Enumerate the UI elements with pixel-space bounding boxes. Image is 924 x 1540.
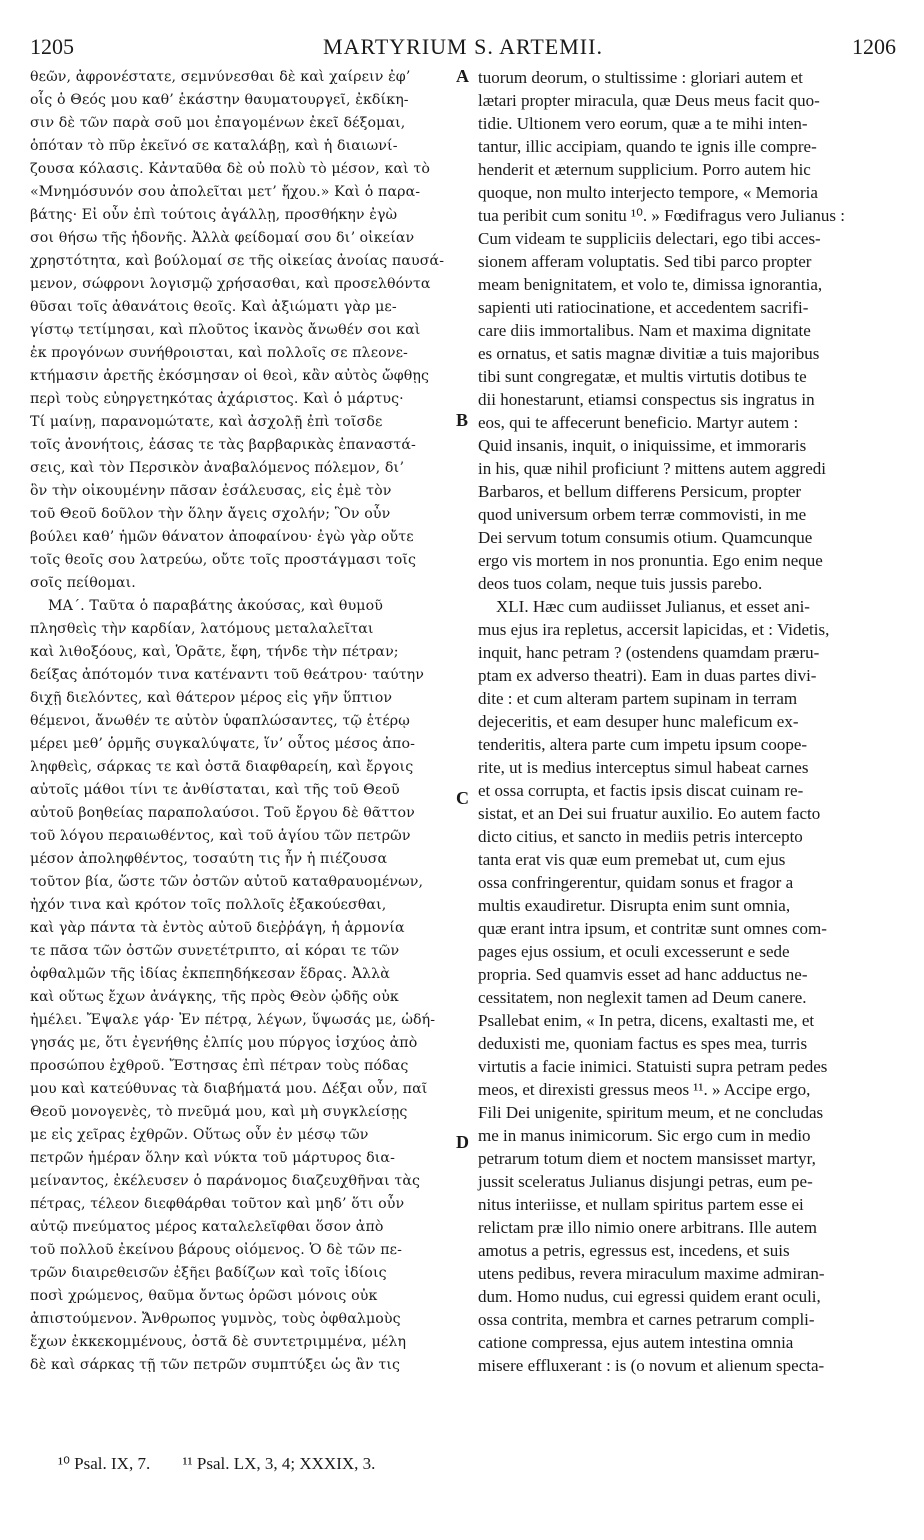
latin-text-line: Fili Dei unigenite, spiritum meum, et ne concludas — [478, 1103, 824, 1122]
latin-text-line: henderit et æternum supplicium. Porro autem hic — [478, 160, 811, 179]
greek-text-line: ἀπιστούμενον. Ἄνθρωπος γυμνὸς, τοὺς ὀφθαλμοὺς — [30, 1311, 401, 1327]
greek-text-line: τοῦ Θεοῦ δοῦλον τὴν ὅλην ἄγεις σχολήν; Ὃν οὖν — [30, 506, 391, 522]
greek-text-line: καὶ λιθοξόους, καὶ, Ὁρᾶτε, ἔφη, τήνδε τὴν πέτραν; — [30, 644, 399, 660]
greek-text-line: Τί μαίνῃ, παρανομώτατε, καὶ ἀσχολῇ ἐπὶ τοῖσδε — [30, 414, 383, 430]
latin-text-line: sapienti uti ratiocinatione, et accedentem sacrifi- — [478, 298, 809, 317]
latin-text-line: Quid insanis, inquit, o iniquissime, et immoraris — [478, 436, 807, 455]
greek-text-line: περὶ τοὺς εὐηργετηκότας ἀχάριστος. Καὶ ὁ μάρτυς· — [30, 391, 404, 407]
latin-text-line: jussit sceleratus Julianus disjungi petras, eum pe- — [478, 1172, 813, 1191]
page-number-left: 1205 — [30, 34, 74, 59]
latin-text-line: meam benignitatem, et volo te, dimissa ignorantia, — [478, 275, 823, 294]
latin-text-line: catione compressa, ejus autem intestina omnia — [478, 1333, 794, 1352]
latin-text-line: rite, ut is medius interceptus simul habeat carnes — [478, 758, 809, 777]
greek-text-line: πέτρας, τέλεον διεφθάρθαι τοῦτον καὶ μηδ’ ὅτι οὖν — [30, 1196, 405, 1212]
greek-text-line: σιν δὲ τῶν παρὰ σοῦ μοι ἐπαγομένων ἐκεῖ δέξομαι, — [30, 115, 406, 131]
latin-text-line: tua peribit cum sonitu ¹⁰. » Fœdifragus vero Julianus : — [478, 206, 845, 225]
greek-text-line: με εἰς χεῖρας ἐχθρῶν. Οὕτως οὖν ἐν μέσῳ τῶν — [30, 1127, 369, 1143]
latin-text-line: tibi sunt congregatæ, et multis virtutis dotibus te — [478, 367, 807, 386]
greek-text-line: μου καὶ κατεύθυνας τὰ διαβήματά μου. Δέξαι οὖν, παῖ — [30, 1081, 428, 1097]
footnotes — [58, 1454, 403, 1474]
greek-column — [30, 66, 452, 1377]
latin-text-line: tidie. Ultionem vero eorum, quæ a te mihi inten- — [478, 114, 808, 133]
greek-text-line: οἷς ὁ Θεός μου καθ’ ἑκάστην θαυματουργεῖ, ἐκδίκη- — [30, 92, 409, 108]
greek-text-line: πετρῶν ἡμέραν ὅλην καὶ νύκτα τοῦ μάρτυρος δια- — [30, 1150, 395, 1166]
latin-text-line: meos, et direxisti gressus meos ¹¹. » Accipe ergo, — [478, 1080, 811, 1099]
greek-text-line: θῦσαι τοῖς ἀθανάτοις θεοῖς. Καὶ ἀξιώματι γὰρ με- — [30, 299, 397, 315]
greek-text-line: βούλει καθ’ ἡμῶν θάνατον ἀποφαίνου· ἐγὼ γὰρ οὔτε — [30, 529, 414, 545]
latin-text-line: eos, qui te affecerunt beneficio. Martyr autem : — [478, 413, 799, 432]
latin-text-line: nitus interiisse, et nullam spiritus partem esse ei — [478, 1195, 804, 1214]
greek-text-line: πλησθεὶς τὴν καρδίαν, λατόμους μεταλαλεῖται — [30, 621, 374, 637]
greek-text-line: ἔχων ἐκκεκομμένους, ὀστᾶ δὲ συντετριμμένα, μέλη — [30, 1334, 407, 1350]
latin-text-line: et ossa corrupta, et factis ipsis discat cuinam re- — [478, 781, 804, 800]
latin-text-line: ossa confringerentur, quidam sonus et fragor a — [478, 873, 794, 892]
latin-text-line: inquit, hanc petram ? (ostendens quamdam præru- — [478, 643, 820, 662]
margin-marker-d: D — [456, 1132, 469, 1152]
greek-text-line: γίστῳ τετίμησαι, καὶ πλοῦτος ἱκανὸς ἄνωθέν σοι καὶ — [30, 322, 421, 338]
greek-text-line: ὁπόταν τὸ πῦρ ἐκεῖνό σε καταλάβῃ, καὶ ἡ διαιωνί- — [30, 138, 398, 154]
margin-marker-c: C — [456, 788, 469, 808]
greek-text-line: ΜΑ΄. Ταῦτα ὁ παραβάτης ἀκούσας, καὶ θυμοῦ — [48, 598, 383, 614]
greek-text-line: ὀφθαλμῶν τῆς ἰδίας ἐκπεπηδήκεσαν ἕδρας. Ἀλλὰ — [30, 966, 390, 982]
greek-text-line: θεῶν, ἀφρονέστατε, σεμνύνεσθαι δὲ καὶ χαίρειν ἐφ’ — [30, 69, 411, 85]
greek-text-line: προσώπου ἐχθροῦ. Ἔστησας ἐπὶ πέτραν τοὺς πόδας — [30, 1058, 409, 1074]
latin-text-line: lætari propter miracula, quæ Deus meus facit quo- — [478, 91, 820, 110]
latin-text-line: tuorum deorum, o stultissime : gloriari autem et — [478, 68, 803, 87]
greek-text-line: βάτης· Εἰ οὖν ἐπὶ τούτοις ἀγάλλῃ, προσθήκην ἐγὼ — [30, 207, 398, 223]
latin-text-line: dite : et cum alteram partem supinam in terram — [478, 689, 798, 708]
latin-text-line: care diis immortalibus. Nam et maxima dignitate — [478, 321, 811, 340]
greek-text-line: γησάς με, ὅτι ἐγενήθης ἐλπίς μου πύργος ἰσχύος ἀπὸ — [30, 1035, 418, 1051]
greek-text-line: δείξας ἀπότομόν τινα κατέναντι τοῦ θεάτρου· ταύτην — [30, 667, 424, 683]
latin-text-line: propria. Sed quamvis esset ad hanc adductus ne- — [478, 965, 808, 984]
margin-marker-b: B — [456, 410, 469, 430]
greek-text-line: μέρει μεθ’ ὁρμῆς συγκαλύψατε, ἵν’ οὗτος μέσος ἀπο- — [30, 736, 416, 752]
latin-text-line: Cum videam te suppliciis delectari, ego tibi acces- — [478, 229, 821, 248]
running-title: MARTYRIUM S. ARTEMII. — [323, 34, 603, 59]
greek-text-line: τοῦτον βία, ὥστε τῶν ὀστῶν αὐτοῦ καταθραυομένων, — [30, 874, 424, 890]
greek-text-line: ἐκ προγόνων συνήθροισται, καὶ πολλοῖς σε πλεονε- — [30, 345, 408, 361]
greek-text-line: ληφθεὶς, σάρκας τε καὶ ὀστᾶ διαφθαρείη, καὶ ἔργοις — [30, 759, 414, 775]
latin-text-line: XLI. Hæc cum audiisset Julianus, et esset ani- — [496, 597, 810, 616]
latin-column — [478, 66, 896, 1377]
latin-text-line: quod universum orbem terræ commovisti, in me — [478, 505, 807, 524]
greek-text-line: «Μνημόσυνόν σου ἀπολεῖται μετ’ ἤχου.» Καὶ ὁ παρα- — [30, 184, 421, 200]
latin-text-line: Barbaros, et bellum differens Persicum, propter — [478, 482, 802, 501]
latin-text-line: ergo vis mortem in nos pronuntia. Ego enim neque — [478, 551, 823, 570]
footnote-10: ¹⁰ Psal. IX, 7. — [58, 1454, 151, 1473]
latin-text-line: ossa contrita, membra et carnes petrarum compli- — [478, 1310, 815, 1329]
latin-text-line: dum. Homo nudus, cui egressi quidem erant oculi, — [478, 1287, 821, 1306]
latin-text-line: sistat, et an Dei sui fruatur auxilio. Eo autem facto — [478, 804, 821, 823]
latin-text-line: quoque, non multo interjecto tempore, « Memoria — [478, 183, 818, 202]
latin-text-line: dejeceritis, et eam desuper hunc maleficum ex- — [478, 712, 799, 731]
latin-text-line: multis exaudiretur. Disrupta enim sunt omnia, — [478, 896, 791, 915]
greek-text-line: χρηστότητα, καὶ βούλομαί σε τῆς οἰκείας ἀνοίας παυσά- — [30, 253, 445, 269]
latin-text-line: virtutis a facie inimici. Statuisti supra petram pedes — [478, 1057, 828, 1076]
latin-text-line: pages ejus ossium, et oculi excesserunt e sede — [478, 942, 790, 961]
greek-text-line: αὐτοῦ βοηθείας παραπολαύσοι. Τοῦ ἔργου δὲ θᾶττον — [30, 805, 415, 821]
greek-text-line: μενον, σώφρονι λογισμῷ χρήσασθαι, καὶ προσελθόντα — [30, 276, 431, 292]
footnote-11: ¹¹ Psal. LX, 3, 4; XXXIX, 3. — [182, 1454, 376, 1473]
latin-text-line: misere effluxerant : is (o novum et alienum specta- — [478, 1356, 825, 1375]
page-header — [30, 34, 896, 64]
latin-text-line: petrarum totum diem et noctem mansisset martyr, — [478, 1149, 816, 1168]
greek-text-line: ζουσα κόλασις. Κἀνταῦθα δὲ οὐ πολὺ τὸ μέσον, καὶ τὸ — [30, 161, 431, 177]
latin-text-line: tanta erat vis quæ eum premebat ut, cum ejus — [478, 850, 786, 869]
latin-text-line: in his, quæ nihil proficiunt ? mittens autem aggredi — [478, 459, 826, 478]
greek-text-line: δὲ καὶ σάρκας τῇ τῶν πετρῶν συμπτύξει ὡς ἂν τις — [30, 1357, 401, 1373]
latin-text-line: Psallebat enim, « In petra, dicens, exaltasti me, et — [478, 1011, 815, 1030]
greek-text-line: μέσον ἀποληφθέντος, τοσαύτη τις ἦν ἡ πιέζουσα — [30, 851, 388, 867]
greek-text-line: αὐτῷ πνεύματος μέρος καταλελεῖφθαι ὅσον ἀπὸ — [30, 1219, 384, 1235]
greek-text-line: τοῖς θεοῖς σου λατρεύω, οὔτε τοῖς προστάγμασι τοῖς — [30, 552, 417, 568]
latin-text-line: cessitatem, non neglexit tamen ad Deum canere. — [478, 988, 807, 1007]
greek-text-line: ἠχόν τινα καὶ κρότον τοῖς πολλοῖς ἐξακούεσθαι, — [30, 897, 387, 913]
latin-text-line: relictam præ illo nimio onere arbitrans. Ille autem — [478, 1218, 817, 1237]
greek-text-line: μείναντος, ἐκέλευσεν ὁ παράνομος διαζευχθῆναι τὰς — [30, 1173, 421, 1189]
greek-text-line: ἠμέλει. Ἔψαλε γάρ· Ἐν πέτρᾳ, λέγων, ὕψωσάς με, ὡδή- — [30, 1012, 436, 1028]
greek-text-line: ποσὶ χρώμενος, θαῦμα ὄντως ὁρῶσι μόνοις οὐκ — [30, 1288, 378, 1304]
greek-text-line: σοι θήσω τῆς ἡδονῆς. Ἀλλὰ φείδομαί σου διʼ οἰκείαν — [30, 230, 415, 246]
latin-text-line: tantur, illic accipiam, quando te ignis ille compre- — [478, 137, 817, 156]
latin-text-line: deos tuos colam, neque tuis jussis parebo. — [478, 574, 763, 593]
latin-text-line: dicto citius, et sancto in mediis petris intercepto — [478, 827, 803, 846]
greek-text-line: τοῖς ἀνονήτοις, ἐάσας τε τὰς βαρβαρικὰς ἐπαναστά- — [30, 437, 416, 453]
latin-text-line: utens pedibus, revera miraculum maxime admiran- — [478, 1264, 825, 1283]
latin-text-line: me in manus inimicorum. Sic ergo cum in medio — [478, 1126, 811, 1145]
greek-text-line: Θεοῦ μονογενὲς, τὸ πνεῦμά μου, καὶ μὴ συγκλείσῃς — [30, 1104, 408, 1120]
greek-text-line: σεις, καὶ τὸν Περσικὸν ἀναβαλόμενος πόλεμον, διʼ — [30, 460, 404, 476]
greek-text-line: καὶ γὰρ πάντα τὰ ἐντὸς αὐτοῦ διεῤῥάγη, ἡ ἁρμονία — [30, 920, 405, 936]
greek-text-line: καὶ οὕτως ἔχων ἀνάγκης, τῆς πρὸς Θεὸν ᾠδῆς οὐκ — [30, 989, 399, 1005]
greek-text-line: διχῇ διελόντες, καὶ θάτερον μέρος εἰς γῆν ὕπτιον — [30, 690, 393, 706]
greek-text-line: θέμενοι, ἄνωθέν τε αὐτὸν ὑφαπλώσαντες, τῷ ἑτέρῳ — [30, 713, 410, 729]
greek-text-line: τοῦ λόγου περαιωθέντος, καὶ τοῦ ἁγίου τῶν πετρῶν — [30, 828, 411, 844]
latin-text-line: tenderitis, altera parte cum impetu ipsum coope- — [478, 735, 808, 754]
latin-text-line: amotus a petris, egressus est, incedens, et suis — [478, 1241, 790, 1260]
greek-text-line: κτήμασιν ἀρετῆς ἐκόσμησαν οἱ θεοὶ, κἂν αὐτὸς ὤφθῃς — [30, 368, 430, 384]
latin-text-line: quæ erant intra ipsum, et contritæ sunt omnes com- — [478, 919, 827, 938]
latin-text-line: es ornatus, et satis magnæ divitiæ a tuis majoribus — [478, 344, 820, 363]
latin-text-line: ptam ex adverso theatri). Eam in duas partes divi- — [478, 666, 817, 685]
latin-text-line: dii honestarunt, etiamsi conspectus sis ingratus in — [478, 390, 815, 409]
greek-text-line: σοῖς πείθομαι. — [30, 575, 136, 591]
greek-text-line: τοῦ πολλοῦ ἐκείνου βάρους οἰόμενος. Ὁ δὲ τῶν πε- — [30, 1242, 403, 1258]
latin-text-line: Dei servum totum consumis otium. Quamcunque — [478, 528, 813, 547]
margin-marker-a: A — [456, 66, 469, 86]
page-number-right: 1206 — [852, 34, 896, 59]
greek-text-line: ὃν τὴν οἰκουμένην πᾶσαν ἐσάλευσας, εἰς ἐμὲ τὸν — [30, 483, 392, 499]
latin-text-line: sionem afferam voluptatis. Sed tibi parco propter — [478, 252, 812, 271]
greek-text-line: αὐτοῖς μάθοι τίνι τε ἀνθίσταται, καὶ τῆς τοῦ Θεοῦ — [30, 782, 400, 798]
greek-text-line: τρῶν διαιρεθεισῶν ἐξῆει βαδίζων καὶ τοῖς ἰδίοις — [30, 1265, 387, 1281]
greek-text-line: τε πᾶσα τῶν ὀστῶν συνετέτριπτο, αἱ κόραι τε τῶν — [30, 943, 400, 959]
latin-text-line: mus ejus ira repletus, accersit lapicidas, et : Videtis, — [478, 620, 830, 639]
latin-text-line: deduxisti me, quoniam factus es spes mea, turris — [478, 1034, 808, 1053]
